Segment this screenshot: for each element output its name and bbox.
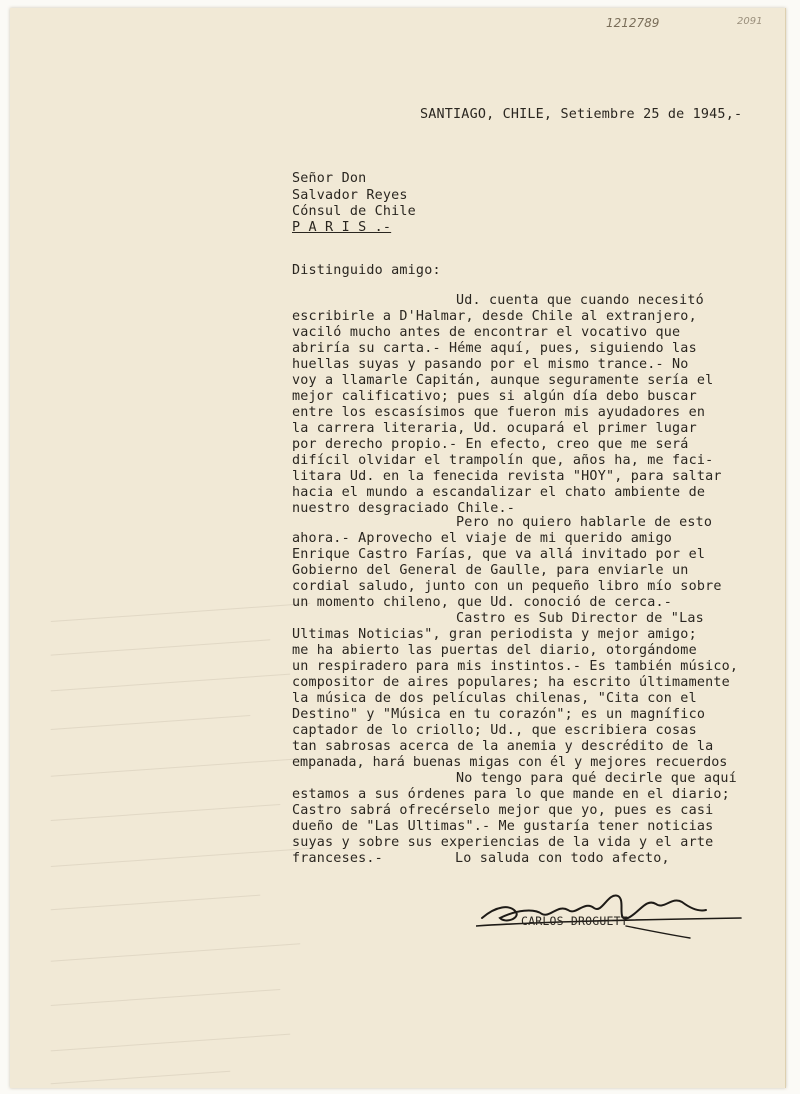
body-line: Destino" y "Música en tu corazón"; es un magnífico bbox=[292, 707, 706, 722]
bleed-through-mark bbox=[50, 881, 261, 911]
bleed-through-mark bbox=[50, 589, 310, 622]
body-line: la música de dos películas chilenas, "Cita con el bbox=[292, 691, 697, 706]
body-line: tan sabrosas acerca de la anemia y descrédito de la bbox=[292, 739, 714, 754]
body-line: Ud. cuenta que cuando necesitó bbox=[456, 293, 704, 308]
recipient-line: Señor Don bbox=[292, 171, 367, 186]
body-line: litara Ud. en la fenecida revista "HOY", para saltar bbox=[292, 469, 722, 484]
bleed-through-mark bbox=[50, 834, 310, 867]
body-line: compositor de aires populares; ha escrito últimamente bbox=[292, 675, 730, 690]
body-line: suyas y sobre sus experiencias de la vida y el arte bbox=[292, 835, 714, 850]
body-line: captador de lo criollo; Ud., que escribiera cosas bbox=[292, 723, 697, 738]
body-line: voy a llamarle Capitán, aunque seguramente sería el bbox=[292, 373, 714, 388]
recipient-city: P A R I S .- bbox=[292, 220, 392, 235]
archive-ref-number: 1212789 bbox=[606, 16, 660, 30]
recipient-line: Cónsul de Chile bbox=[292, 204, 416, 219]
body-line: me ha abierto las puertas del diario, otorgándome bbox=[292, 643, 697, 658]
body-line: la carrera literaria, Ud. ocupará el primer lugar bbox=[292, 421, 697, 436]
body-line: Ultimas Noticias", gran periodista y mejor amigo; bbox=[292, 627, 697, 642]
dateline: SANTIAGO, CHILE, Setiembre 25 de 1945,- bbox=[420, 107, 743, 122]
bleed-through-mark bbox=[50, 625, 271, 655]
archive-page-mark: 2091 bbox=[737, 16, 763, 27]
signature-name: CARLOS DROGUETT bbox=[521, 914, 628, 928]
body-line: Gobierno del General de Gaulle, para enviarle un bbox=[292, 563, 689, 578]
body-line: por derecho propio.- En efecto, creo que me será bbox=[292, 437, 689, 452]
bleed-through-mark bbox=[50, 1020, 290, 1052]
bleed-through-mark bbox=[50, 975, 280, 1006]
body-line: empanada, hará buenas migas con él y mejores recuerdos bbox=[292, 755, 728, 770]
bleed-through-mark bbox=[50, 1057, 231, 1085]
body-line: dueño de "Las Ultimas".- Me gustaría tener noticias bbox=[292, 819, 714, 834]
body-line: difícil olvidar el trampolín que, años ha, me faci- bbox=[292, 453, 714, 468]
body-line: entre los escasísimos que fueron mis ayudadores en bbox=[292, 405, 706, 420]
body-line: franceses.- bbox=[292, 851, 383, 866]
handwritten-signature bbox=[476, 882, 746, 942]
body-line: un respiradero para mis instintos.- Es también músico, bbox=[292, 659, 739, 674]
bleed-through-mark bbox=[50, 660, 290, 692]
body-line: Castro sabrá ofrecérselo mejor que yo, pues es casi bbox=[292, 803, 714, 818]
body-line: Pero no quiero hablarle de esto bbox=[456, 515, 713, 530]
bleed-through-mark bbox=[50, 701, 251, 730]
body-line: nuestro desgraciado Chile.- bbox=[292, 501, 516, 516]
recipient-line: Salvador Reyes bbox=[292, 188, 408, 203]
body-line: estamos a sus órdenes para lo que mande en el diario; bbox=[292, 787, 730, 802]
body-line: Castro es Sub Director de "Las bbox=[456, 611, 704, 626]
body-line: ahora.- Aprovecho el viaje de mi querido amigo bbox=[292, 531, 673, 546]
bleed-through-mark bbox=[50, 744, 300, 776]
closing-line: Lo saluda con todo afecto, bbox=[455, 851, 670, 866]
body-line: vaciló mucho antes de encontrar el vocativo que bbox=[292, 325, 681, 340]
body-line: Enrique Castro Farías, que va allá invitado por el bbox=[292, 547, 706, 562]
body-line: escribirle a D'Halmar, desde Chile al extranjero, bbox=[292, 309, 697, 324]
bleed-through-mark bbox=[50, 929, 300, 961]
body-line: mejor calificativo; pues si algún día debo buscar bbox=[292, 389, 697, 404]
body-line: No tengo para qué decirle que aquí bbox=[456, 771, 737, 786]
body-line: hacia el mundo a escandalizar el chato ambiente de bbox=[292, 485, 706, 500]
salutation: Distinguido amigo: bbox=[292, 263, 441, 278]
body-line: un momento chileno, que Ud. conoció de cerca.- bbox=[292, 595, 673, 610]
body-line: abriría su carta.- Héme aquí, pues, siguiendo las bbox=[292, 341, 697, 356]
body-line: huellas suyas y pasando por el mismo trance.- No bbox=[292, 357, 689, 372]
body-line: cordial saludo, junto con un pequeño libro mío sobre bbox=[292, 579, 722, 594]
bleed-through-mark bbox=[50, 790, 280, 821]
